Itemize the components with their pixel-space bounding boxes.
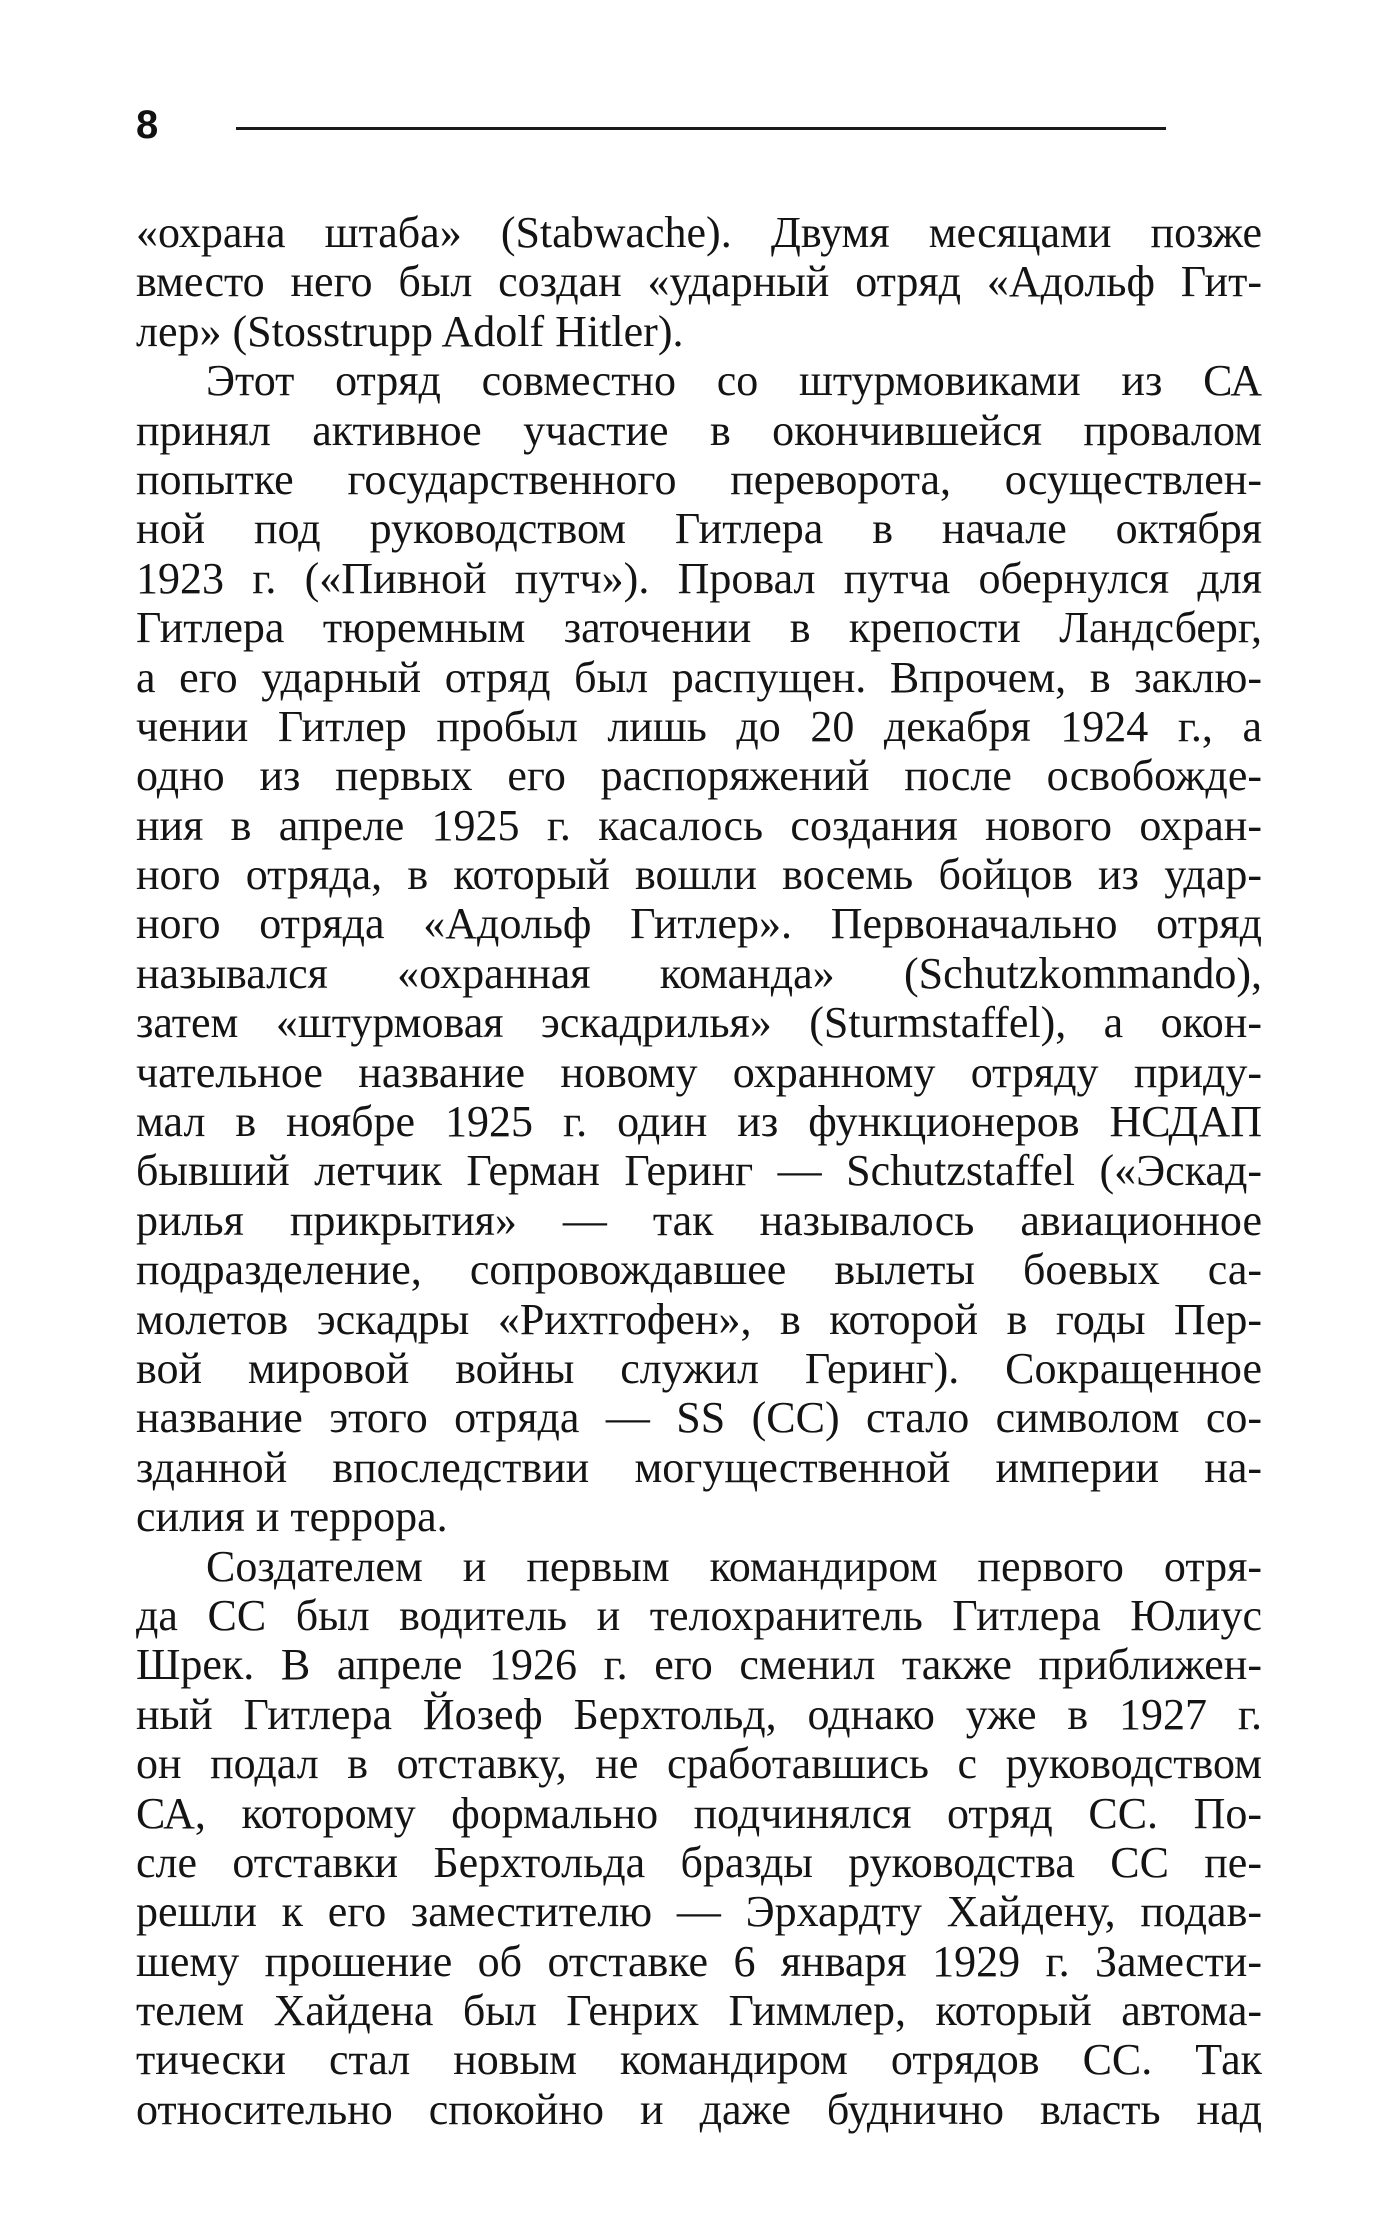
text-line: подразделение, сопровождавшее вылеты боевых са- bbox=[136, 1245, 1262, 1295]
header-rule bbox=[236, 127, 1166, 130]
text-line: он подал в отставку, не сработавшись с руководством bbox=[136, 1739, 1262, 1789]
text-line: Этот отряд совместно со штурмовиками из СА bbox=[206, 356, 1262, 406]
text-line: СА, которому формально подчинялся отряд СС. По- bbox=[136, 1788, 1262, 1838]
text-line: чательное название новому охранному отряду приду- bbox=[136, 1047, 1262, 1097]
text-line: силия и террора. bbox=[136, 1492, 448, 1542]
text-line: лер» (Stosstrupp Adolf Hitler). bbox=[136, 306, 684, 356]
page-number: 8 bbox=[136, 103, 159, 147]
text-line: решли к его заместителю — Эрхардту Хайдену, подав- bbox=[136, 1887, 1262, 1937]
text-line: а его ударный отряд был распущен. Впрочем, в заклю- bbox=[136, 652, 1262, 702]
text-line: ного отряда, в который вошли восемь бойцов из удар- bbox=[136, 850, 1262, 900]
text-line: Гитлера тюремным заточении в крепости Ландсберг, bbox=[136, 603, 1262, 653]
text-line: зданной впоследствии могущественной империи на- bbox=[136, 1442, 1262, 1492]
text-line: телем Хайдена был Генрих Гиммлер, который автома- bbox=[136, 1986, 1262, 2036]
text-line: одно из первых его распоряжений после освобожде- bbox=[136, 751, 1262, 801]
text-line: вой мировой войны служил Геринг). Сокращенное bbox=[136, 1343, 1262, 1393]
text-line: «охрана штаба» (Stabwache). Двумя месяцами позже bbox=[136, 208, 1262, 257]
text-line: принял активное участие в окончившейся провалом bbox=[136, 405, 1262, 455]
text-line: сле отставки Берхтольда бразды руководства СС пе- bbox=[136, 1837, 1262, 1887]
text-line: назывался «охранная команда» (Schutzkommando), bbox=[136, 948, 1262, 998]
text-line: рилья прикрытия» — так называлось авиационное bbox=[136, 1195, 1262, 1245]
text-line: шему прошение об отставке 6 января 1929 г. Замести- bbox=[136, 1936, 1262, 1986]
page-header bbox=[136, 100, 1166, 160]
text-line: мал в ноябре 1925 г. один из функционеров НСДАП bbox=[136, 1097, 1262, 1147]
text-line: ный Гитлера Йозеф Берхтольд, однако уже в 1927 г. bbox=[136, 1689, 1262, 1739]
text-line: Шрек. В апреле 1926 г. его сменил также приближен- bbox=[136, 1640, 1262, 1690]
paragraph bbox=[136, 356, 1262, 1541]
text-line: ного отряда «Адольф Гитлер». Первоначально отряд bbox=[136, 899, 1262, 949]
text-line: попытке государственного переворота, осуществлен- bbox=[136, 454, 1262, 504]
text-line: Создателем и первым командиром первого отря- bbox=[206, 1541, 1262, 1591]
text-line: ния в апреле 1925 г. касалось создания нового охран- bbox=[136, 800, 1262, 850]
text-line: 1923 г. («Пивной путч»). Провал путча обернулся для bbox=[136, 553, 1262, 603]
body-text bbox=[136, 208, 1262, 2134]
text-line: название этого отряда — SS (СС) стало символом со- bbox=[136, 1393, 1262, 1443]
text-line: бывший летчик Герман Геринг — Schutzstaffel («Эскад- bbox=[136, 1146, 1262, 1196]
text-line: чении Гитлер пробыл лишь до 20 декабря 1924 г., а bbox=[136, 701, 1262, 751]
text-line: молетов эскадры «Рихтгофен», в которой в годы Пер- bbox=[136, 1294, 1262, 1344]
text-line: тически стал новым командиром отрядов СС. Так bbox=[136, 2035, 1262, 2085]
paragraph bbox=[136, 208, 1262, 356]
text-line: относительно спокойно и даже буднично власть над bbox=[136, 2084, 1262, 2134]
paragraph bbox=[136, 1542, 1262, 2135]
text-line: ной под руководством Гитлера в начале октября bbox=[136, 504, 1262, 554]
text-line: затем «штурмовая эскадрилья» (Sturmstaffel), а окон- bbox=[136, 998, 1262, 1048]
text-line: да СС был водитель и телохранитель Гитлера Юлиус bbox=[136, 1590, 1262, 1640]
text-line: вместо него был создан «ударный отряд «Адольф Гит- bbox=[136, 257, 1262, 307]
